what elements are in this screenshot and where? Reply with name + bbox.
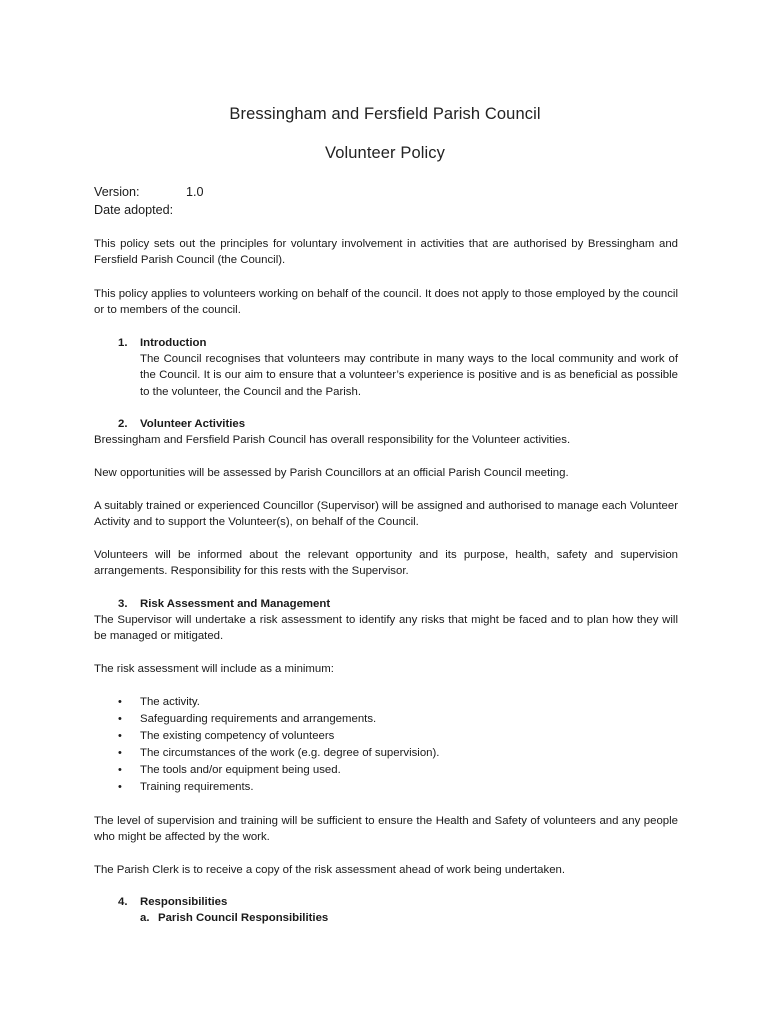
version-label: Version: (94, 185, 140, 199)
section-title: Risk Assessment and Management (140, 598, 331, 610)
bullet-icon: • (118, 781, 122, 793)
policy-title: Volunteer Policy (325, 144, 445, 162)
introduction-body: The Council recognises that volunteers may contribute in many ways to the local community and work of the Council. It is our aim to ensure that a volunteer’s experience is positive and is as beneficial as possible to the volunteer, the Council and the Parish. (140, 353, 678, 398)
bullet-icon: • (118, 713, 122, 725)
section-title: Volunteer Activities (140, 418, 246, 430)
list-item: • The tools and/or equipment being used. (118, 762, 439, 779)
section-number: 3. (118, 598, 128, 610)
list-item: • The circumstances of the work (e.g. degree of supervision). (118, 745, 439, 762)
risk-paragraph: The risk assessment will include as a minimum: (94, 663, 334, 675)
list-item: • The existing competency of volunteers (118, 728, 439, 745)
version-line (94, 183, 204, 201)
section-number: 4. (118, 896, 128, 908)
activities-paragraph: New opportunities will be assessed by Parish Councillors at an official Parish Council meeting. (94, 467, 569, 479)
section-title: Introduction (140, 337, 207, 349)
list-item: • Training requirements. (118, 779, 439, 796)
section-title: Responsibilities (140, 896, 228, 908)
intro-paragraph: This policy sets out the principles for voluntary involvement in activities that are authorised by Bressingham and Fersfield Parish Council (the Council). (94, 238, 678, 267)
activities-paragraph: Bressingham and Fersfield Parish Council has overall responsibility for the Volunteer activities. (94, 434, 571, 446)
list-item: • The activity. (118, 694, 439, 711)
subsection-number: a. (140, 912, 150, 924)
subsection-title: Parish Council Responsibilities (158, 912, 329, 924)
risk-paragraph: The Supervisor will undertake a risk assessment to identify any risks that might be faced and to plan how they will be managed or mitigated. (94, 614, 678, 643)
activities-paragraph: Volunteers will be informed about the relevant opportunity and its purpose, health, safety and supervision arrangements. Responsibility for this rests with the Supervisor. (94, 549, 678, 578)
council-title: Bressingham and Fersfield Parish Council (229, 105, 541, 123)
date-adopted-label: Date adopted: (94, 203, 174, 217)
date-adopted-line (94, 201, 173, 219)
section-number: 1. (118, 337, 128, 349)
bullet-icon: • (118, 730, 122, 742)
list-item: • Safeguarding requirements and arrangements. (118, 711, 439, 728)
risk-assessment-list (118, 694, 439, 796)
activities-paragraph: A suitably trained or experienced Councillor (Supervisor) will be assigned and authorised to manage each Volunteer Activity and to support the Volunteer(s), on behalf of the Council. (94, 500, 678, 529)
bullet-icon: • (118, 696, 122, 708)
scope-paragraph: This policy applies to volunteers working on behalf of the council. It does not apply to those employed by the council or to members of the council. (94, 288, 678, 317)
risk-paragraph: The level of supervision and training will be sufficient to ensure the Health and Safety of volunteers and any people who might be affected by the work. (94, 815, 678, 844)
bullet-icon: • (118, 747, 122, 759)
version-value: 1.0 (186, 185, 204, 199)
section-number: 2. (118, 418, 128, 430)
bullet-icon: • (118, 764, 122, 776)
risk-paragraph: The Parish Clerk is to receive a copy of the risk assessment ahead of work being undertaken. (94, 864, 566, 876)
